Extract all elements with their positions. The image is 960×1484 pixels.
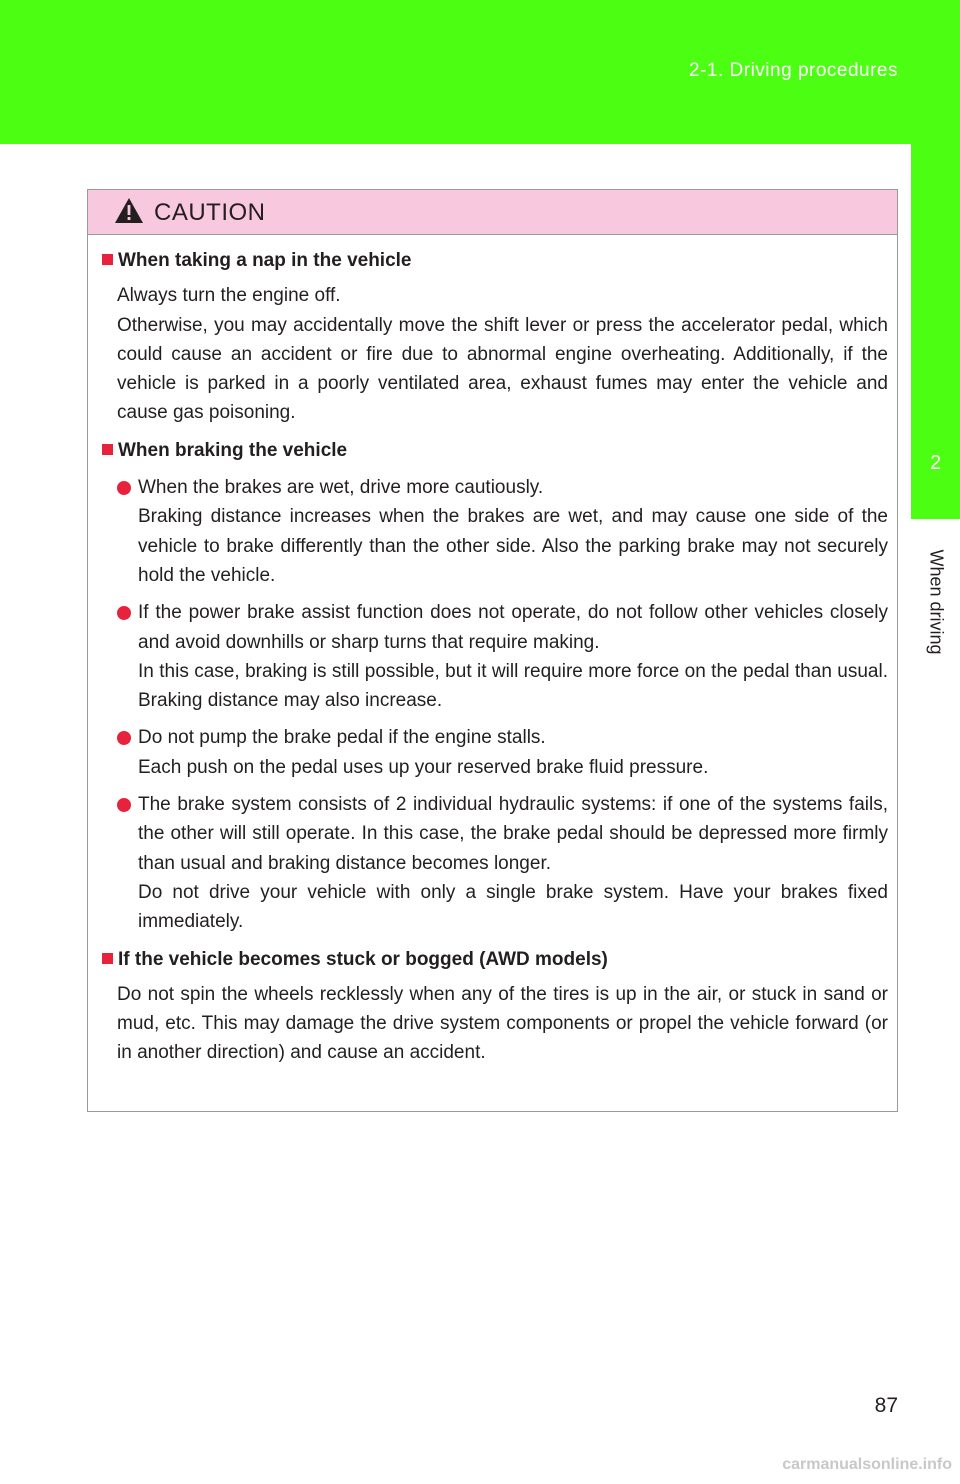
paragraph-line: Otherwise, you may accidentally move the shift lever or press the accelerator pedal, which could cause an accident or fire due to abnormal engine overheating. Additionally, if the vehicle is parked in a poorly ventilated area, exhaust fumes may enter the vehicle and cause gas poisoning. bbox=[117, 314, 888, 424]
paragraph-line: Do not spin the wheels recklessly when any of the tires is up in the air, or stuck in sand or mud, etc. This may damage the drive system components or propel the vehicle forward (or in another direction) and cause an accident. bbox=[117, 983, 888, 1064]
bullet-line: Each push on the pedal uses up your reserved brake fluid pressure. bbox=[138, 756, 709, 778]
paragraph-line: Always turn the engine off. bbox=[117, 285, 341, 307]
chapter-label bbox=[918, 532, 954, 672]
watermark: carmanualsonline.info bbox=[782, 1456, 952, 1473]
square-bullet-icon bbox=[102, 444, 113, 455]
chapter-tab bbox=[911, 144, 960, 519]
chapter-number: 2 bbox=[929, 452, 942, 474]
square-bullet-icon bbox=[102, 953, 113, 964]
paragraph bbox=[102, 281, 888, 427]
round-bullet-icon bbox=[117, 481, 131, 495]
section-heading-text: When braking the vehicle bbox=[118, 439, 348, 461]
bullet-line: If the power brake assist function does not operate, do not follow other vehicles closely and avoid downhills or sharp turns that require making. bbox=[138, 602, 888, 653]
section-heading-text: When taking a nap in the vehicle bbox=[118, 250, 412, 271]
bullet-line: Do not drive your vehicle with only a single brake system. Have your brakes fixed immediately. bbox=[138, 881, 888, 933]
bullet-line: When the brakes are wet, drive more cautiously. bbox=[138, 477, 544, 499]
bullet-item bbox=[102, 473, 888, 590]
round-bullet-icon bbox=[117, 798, 131, 812]
page-number: 87 bbox=[874, 1394, 898, 1417]
caution-body bbox=[102, 246, 888, 1068]
section-heading bbox=[102, 945, 888, 974]
chapter-label-text: When driving bbox=[926, 549, 947, 655]
bullet-line: Braking distance increases when the brakes are wet, and may cause one side of the vehicle to brake differently than the other side. Also the parking brake may not securely hold the vehicle. bbox=[138, 506, 888, 586]
bullet-line: In this case, braking is still possible, but it will require more force on the pedal than usual. Braking distance may also increase. bbox=[138, 660, 888, 712]
bullet-item bbox=[102, 598, 888, 715]
round-bullet-icon bbox=[117, 606, 131, 620]
caution-title: CAUTION bbox=[154, 199, 266, 226]
section-heading bbox=[102, 436, 888, 465]
section-heading-text: If the vehicle becomes stuck or bogged (AWD models) bbox=[118, 948, 608, 970]
bullet-item bbox=[102, 790, 888, 936]
caution-box bbox=[87, 189, 898, 1112]
bullet-line: The brake system consists of 2 individual hydraulic systems: if one of the systems fails, the other will still operate. In this case, the brake pedal should be depressed more firmly than usual and braking distance becomes longer. bbox=[138, 794, 888, 874]
caution-header bbox=[88, 190, 897, 235]
paragraph bbox=[102, 980, 888, 1068]
round-bullet-icon bbox=[117, 731, 131, 745]
section-title: 2-1. Driving procedures bbox=[689, 60, 898, 81]
section-heading bbox=[102, 246, 888, 275]
warning-triangle-icon bbox=[114, 197, 144, 224]
square-bullet-icon bbox=[102, 254, 113, 265]
bullet-item bbox=[102, 723, 888, 782]
bullet-line: Do not pump the brake pedal if the engine stalls. bbox=[138, 727, 546, 749]
